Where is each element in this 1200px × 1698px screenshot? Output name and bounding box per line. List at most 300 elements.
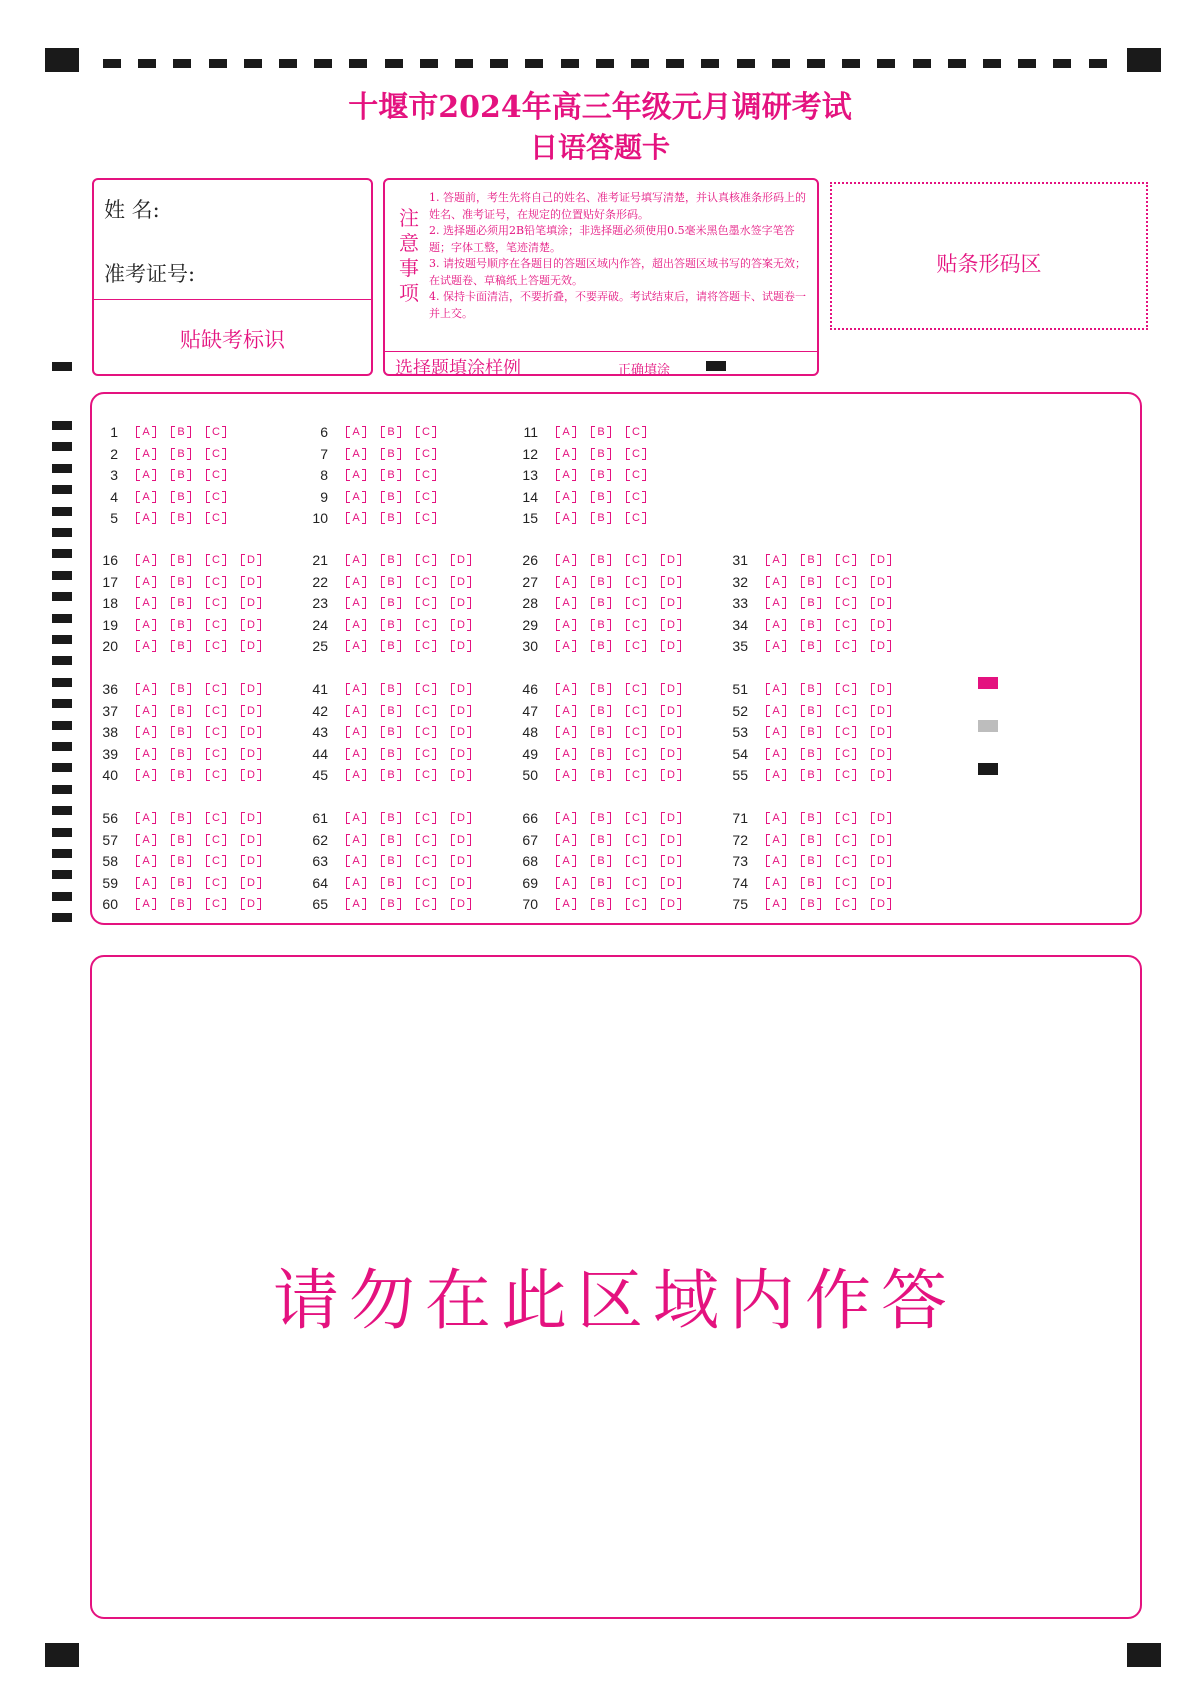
answer-bubble-b[interactable]: B (381, 855, 401, 867)
answer-bubble-b[interactable]: B (171, 512, 191, 524)
answer-bubble-a[interactable]: A (766, 726, 786, 738)
answer-bubble-b[interactable]: B (801, 812, 821, 824)
answer-bubble-d[interactable]: D (451, 877, 471, 889)
answer-bubble-b[interactable]: B (171, 748, 191, 760)
answer-bubble-d[interactable]: D (451, 898, 471, 910)
answer-bubble-c[interactable]: C (206, 619, 226, 631)
answer-bubble-a[interactable]: A (136, 426, 156, 438)
answer-bubble-a[interactable]: A (556, 448, 576, 460)
answer-bubble-b[interactable]: B (591, 426, 611, 438)
answer-bubble-b[interactable]: B (591, 597, 611, 609)
question-number: 58 (102, 853, 118, 869)
answer-bubble-b[interactable]: B (171, 705, 191, 717)
answer-bubble-d[interactable]: D (661, 597, 681, 609)
answer-bubble-a[interactable]: A (766, 748, 786, 760)
answer-bubble-a[interactable]: A (136, 877, 156, 889)
answer-bubble-a[interactable]: A (136, 554, 156, 566)
answer-bubble-c[interactable]: C (836, 726, 856, 738)
answer-bubble-d[interactable]: D (661, 834, 681, 846)
answer-bubble-a[interactable]: A (346, 898, 366, 910)
answer-bubble-a[interactable]: A (136, 898, 156, 910)
answer-bubble-d[interactable]: D (241, 877, 261, 889)
answer-bubble-c[interactable]: C (206, 576, 226, 588)
answer-bubble-a[interactable]: A (136, 619, 156, 631)
timing-mark (52, 742, 72, 751)
answer-bubble-b[interactable]: B (801, 726, 821, 738)
answer-bubble-b[interactable]: B (381, 769, 401, 781)
question-number: 51 (732, 681, 748, 697)
answer-bubble-b[interactable]: B (591, 448, 611, 460)
answer-bubble-a[interactable]: A (556, 469, 576, 481)
answer-bubble-d[interactable]: D (871, 834, 891, 846)
answer-bubble-a[interactable]: A (346, 748, 366, 760)
answer-bubble-a[interactable]: A (556, 619, 576, 631)
answer-bubble-c[interactable]: C (416, 726, 436, 738)
answer-bubble-d[interactable]: D (661, 640, 681, 652)
answer-bubble-b[interactable]: B (801, 597, 821, 609)
answer-bubble-a[interactable]: A (556, 855, 576, 867)
answer-bubble-c[interactable]: C (626, 640, 646, 652)
answer-bubble-b[interactable]: B (591, 726, 611, 738)
answer-bubble-a[interactable]: A (136, 834, 156, 846)
answer-bubble-a[interactable]: A (136, 855, 156, 867)
answer-bubble-c[interactable]: C (206, 834, 226, 846)
answer-bubble-b[interactable]: B (171, 726, 191, 738)
answer-bubble-b[interactable]: B (171, 554, 191, 566)
answer-bubble-b[interactable]: B (171, 491, 191, 503)
answer-bubble-c[interactable]: C (626, 597, 646, 609)
answer-bubble-b[interactable]: B (381, 576, 401, 588)
answer-bubble-b[interactable]: B (381, 812, 401, 824)
answer-bubble-a[interactable]: A (136, 769, 156, 781)
answer-bubble-d[interactable]: D (661, 877, 681, 889)
answer-bubble-d[interactable]: D (241, 683, 261, 695)
answer-bubble-a[interactable]: A (136, 597, 156, 609)
answer-bubble-d[interactable]: D (661, 748, 681, 760)
answer-bubble-d[interactable]: D (871, 576, 891, 588)
answer-bubble-b[interactable]: B (591, 898, 611, 910)
answer-bubble-d[interactable]: D (451, 683, 471, 695)
answer-bubble-a[interactable]: A (556, 877, 576, 889)
answer-bubble-c[interactable]: C (836, 748, 856, 760)
answer-bubble-c[interactable]: C (416, 491, 436, 503)
answer-bubble-b[interactable]: B (381, 683, 401, 695)
question-number: 71 (732, 810, 748, 826)
answer-bubble-d[interactable]: D (241, 576, 261, 588)
answer-bubble-c[interactable]: C (206, 448, 226, 460)
answer-bubble-d[interactable]: D (871, 683, 891, 695)
question-number: 40 (102, 767, 118, 783)
answer-bubble-b[interactable]: B (591, 812, 611, 824)
answer-bubble-a[interactable]: A (346, 597, 366, 609)
answer-bubble-d[interactable]: D (871, 877, 891, 889)
answer-bubble-d[interactable]: D (871, 597, 891, 609)
answer-bubble-b[interactable]: B (591, 576, 611, 588)
answer-bubble-b[interactable]: B (171, 855, 191, 867)
answer-bubble-b[interactable]: B (171, 469, 191, 481)
answer-bubble-a[interactable]: A (346, 448, 366, 460)
answer-bubble-b[interactable]: B (381, 705, 401, 717)
timing-mark (52, 656, 72, 665)
answer-bubble-d[interactable]: D (241, 554, 261, 566)
answer-bubble-d[interactable]: D (451, 597, 471, 609)
answer-bubble-c[interactable]: C (416, 683, 436, 695)
answer-bubble-c[interactable]: C (416, 812, 436, 824)
answer-bubble-c[interactable]: C (206, 726, 226, 738)
answer-bubble-a[interactable]: A (346, 426, 366, 438)
answer-bubble-c[interactable]: C (416, 640, 436, 652)
answer-bubble-b[interactable]: B (591, 855, 611, 867)
answer-bubble-c[interactable]: C (836, 769, 856, 781)
answer-bubble-b[interactable]: B (801, 748, 821, 760)
answer-bubble-d[interactable]: D (451, 576, 471, 588)
answer-bubble-c[interactable]: C (416, 705, 436, 717)
answer-bubble-d[interactable]: D (241, 898, 261, 910)
answer-bubble-a[interactable]: A (556, 683, 576, 695)
answer-bubble-b[interactable]: B (381, 726, 401, 738)
answer-bubble-a[interactable]: A (136, 512, 156, 524)
answer-bubble-a[interactable]: A (136, 705, 156, 717)
answer-bubble-c[interactable]: C (416, 426, 436, 438)
answer-bubble-b[interactable]: B (381, 834, 401, 846)
answer-bubble-c[interactable]: C (206, 554, 226, 566)
answer-bubble-c[interactable]: C (626, 834, 646, 846)
answer-bubble-d[interactable]: D (241, 619, 261, 631)
answer-bubble-a[interactable]: A (346, 640, 366, 652)
answer-bubble-b[interactable]: B (591, 512, 611, 524)
answer-bubble-d[interactable]: D (871, 812, 891, 824)
answer-bubble-a[interactable]: A (136, 469, 156, 481)
answer-bubble-c[interactable]: C (206, 512, 226, 524)
answer-bubble-a[interactable]: A (556, 576, 576, 588)
answer-bubble-a[interactable]: A (556, 640, 576, 652)
answer-bubble-a[interactable]: A (346, 877, 366, 889)
student-info-box (92, 178, 373, 376)
answer-bubble-a[interactable]: A (556, 491, 576, 503)
answer-bubble-b[interactable]: B (381, 619, 401, 631)
answer-bubble-a[interactable]: A (556, 898, 576, 910)
answer-bubble-a[interactable]: A (136, 726, 156, 738)
answer-bubble-a[interactable]: A (556, 769, 576, 781)
answer-bubble-a[interactable]: A (766, 554, 786, 566)
answer-bubble-c[interactable]: C (836, 898, 856, 910)
answer-bubble-c[interactable]: C (206, 769, 226, 781)
answer-bubble-c[interactable]: C (416, 834, 436, 846)
answer-bubble-b[interactable]: B (171, 448, 191, 460)
answer-bubble-c[interactable]: C (416, 448, 436, 460)
answer-bubble-b[interactable]: B (381, 597, 401, 609)
answer-bubble-d[interactable]: D (661, 812, 681, 824)
answer-bubble-a[interactable]: A (136, 640, 156, 652)
answer-bubble-b[interactable]: B (801, 705, 821, 717)
answer-bubble-c[interactable]: C (626, 898, 646, 910)
answer-bubble-d[interactable]: D (451, 640, 471, 652)
answer-bubble-c[interactable]: C (206, 683, 226, 695)
answer-bubble-a[interactable]: A (346, 726, 366, 738)
answer-bubble-b[interactable]: B (591, 834, 611, 846)
answer-bubble-c[interactable]: C (206, 491, 226, 503)
answer-bubble-c[interactable]: C (206, 812, 226, 824)
answer-bubble-d[interactable]: D (451, 726, 471, 738)
answer-bubble-c[interactable]: C (416, 855, 436, 867)
answer-bubble-b[interactable]: B (591, 554, 611, 566)
answer-bubble-a[interactable]: A (556, 748, 576, 760)
answer-bubble-a[interactable]: A (556, 597, 576, 609)
notice-item: 3. 请按题号顺序在各题目的答题区域内作答，超出答题区域书写的答案无效；在试题卷、草稿纸上答题无效。 (429, 257, 806, 287)
answer-bubble-b[interactable]: B (801, 769, 821, 781)
answer-bubble-a[interactable]: A (136, 491, 156, 503)
answer-bubble-d[interactable]: D (451, 554, 471, 566)
question-number: 53 (732, 724, 748, 740)
answer-bubble-d[interactable]: D (661, 554, 681, 566)
answer-bubble-a[interactable]: A (766, 877, 786, 889)
answer-bubble-a[interactable]: A (556, 554, 576, 566)
answer-bubble-d[interactable]: D (871, 748, 891, 760)
answer-bubble-b[interactable]: B (591, 683, 611, 695)
answer-bubble-b[interactable]: B (801, 898, 821, 910)
answer-bubble-d[interactable]: D (451, 619, 471, 631)
answer-bubble-c[interactable]: C (416, 877, 436, 889)
answer-bubble-b[interactable]: B (591, 748, 611, 760)
answer-bubble-c[interactable]: C (206, 855, 226, 867)
answer-bubble-d[interactable]: D (241, 705, 261, 717)
answer-bubble-d[interactable]: D (661, 619, 681, 631)
answer-bubble-a[interactable]: A (766, 576, 786, 588)
answer-bubble-c[interactable]: C (836, 683, 856, 695)
answer-bubble-a[interactable]: A (766, 683, 786, 695)
answer-bubble-c[interactable]: C (836, 877, 856, 889)
answer-bubble-b[interactable]: B (171, 834, 191, 846)
answer-bubble-a[interactable]: A (136, 576, 156, 588)
answer-bubble-c[interactable]: C (626, 619, 646, 631)
answer-bubble-b[interactable]: B (801, 554, 821, 566)
answer-bubble-a[interactable]: A (766, 597, 786, 609)
absent-mark-area[interactable]: 贴缺考标识 (180, 328, 285, 352)
answer-bubble-b[interactable]: B (591, 469, 611, 481)
answer-bubble-c[interactable]: C (206, 469, 226, 481)
answer-bubble-a[interactable]: A (766, 705, 786, 717)
answer-bubble-a[interactable]: A (346, 469, 366, 481)
answer-bubble-d[interactable]: D (451, 705, 471, 717)
answer-bubble-d[interactable]: D (661, 726, 681, 738)
answer-bubble-c[interactable]: C (626, 769, 646, 781)
answer-bubble-c[interactable]: C (206, 705, 226, 717)
answer-bubble-c[interactable]: C (206, 877, 226, 889)
answer-bubble-a[interactable]: A (136, 812, 156, 824)
answer-bubble-b[interactable]: B (381, 748, 401, 760)
answer-bubble-d[interactable]: D (661, 769, 681, 781)
answer-bubble-a[interactable]: A (556, 512, 576, 524)
answer-bubble-a[interactable]: A (766, 619, 786, 631)
answer-bubble-d[interactable]: D (661, 576, 681, 588)
answer-bubble-b[interactable]: B (801, 834, 821, 846)
answer-bubble-d[interactable]: D (661, 705, 681, 717)
answer-bubble-b[interactable]: B (171, 597, 191, 609)
answer-bubble-d[interactable]: D (241, 748, 261, 760)
answer-bubble-d[interactable]: D (451, 834, 471, 846)
answer-bubble-a[interactable]: A (766, 769, 786, 781)
answer-bubble-d[interactable]: D (871, 705, 891, 717)
answer-bubble-d[interactable]: D (871, 619, 891, 631)
registration-mark (1127, 48, 1161, 72)
answer-bubble-b[interactable]: B (171, 769, 191, 781)
answer-bubble-a[interactable]: A (766, 812, 786, 824)
answer-bubble-a[interactable]: A (556, 705, 576, 717)
answer-bubble-d[interactable]: D (871, 726, 891, 738)
answer-bubble-a[interactable]: A (556, 812, 576, 824)
answer-bubble-c[interactable]: C (626, 683, 646, 695)
answer-bubble-a[interactable]: A (346, 576, 366, 588)
answer-bubble-d[interactable]: D (241, 597, 261, 609)
answer-bubble-a[interactable]: A (346, 769, 366, 781)
barcode-area[interactable] (830, 182, 1148, 330)
answer-bubble-a[interactable]: A (346, 855, 366, 867)
answer-bubble-d[interactable]: D (871, 855, 891, 867)
answer-bubble-c[interactable]: C (836, 834, 856, 846)
answer-bubble-b[interactable]: B (171, 898, 191, 910)
answer-bubble-c[interactable]: C (416, 898, 436, 910)
answer-bubble-b[interactable]: B (171, 640, 191, 652)
answer-bubble-c[interactable]: C (206, 640, 226, 652)
answer-bubble-a[interactable]: A (766, 834, 786, 846)
answer-bubble-d[interactable]: D (241, 726, 261, 738)
answer-bubble-d[interactable]: D (241, 855, 261, 867)
answer-bubble-b[interactable]: B (381, 512, 401, 524)
answer-bubble-c[interactable]: C (626, 448, 646, 460)
answer-bubble-d[interactable]: D (871, 554, 891, 566)
answer-bubble-b[interactable]: B (381, 898, 401, 910)
answer-bubble-c[interactable]: C (836, 812, 856, 824)
answer-bubble-c[interactable]: C (416, 619, 436, 631)
answer-bubble-a[interactable]: A (346, 683, 366, 695)
answer-bubble-c[interactable]: C (836, 640, 856, 652)
answer-bubble-b[interactable]: B (171, 426, 191, 438)
answer-bubble-a[interactable]: A (556, 426, 576, 438)
answer-bubble-c[interactable]: C (626, 576, 646, 588)
answer-bubble-d[interactable]: D (661, 683, 681, 695)
answer-bubble-c[interactable]: C (626, 877, 646, 889)
answer-bubble-c[interactable]: C (626, 426, 646, 438)
answer-bubble-a[interactable]: A (346, 491, 366, 503)
answer-bubble-c[interactable]: C (416, 554, 436, 566)
answer-bubble-c[interactable]: C (836, 705, 856, 717)
answer-bubble-c[interactable]: C (206, 898, 226, 910)
answer-bubble-d[interactable]: D (871, 898, 891, 910)
answer-bubble-b[interactable]: B (171, 812, 191, 824)
answer-bubble-a[interactable]: A (346, 705, 366, 717)
answer-bubble-d[interactable]: D (451, 769, 471, 781)
answer-bubble-c[interactable]: C (416, 748, 436, 760)
answer-bubble-c[interactable]: C (836, 855, 856, 867)
answer-bubble-b[interactable]: B (591, 769, 611, 781)
answer-bubble-a[interactable]: A (766, 640, 786, 652)
answer-bubble-a[interactable]: A (556, 834, 576, 846)
answer-bubble-d[interactable]: D (241, 834, 261, 846)
answer-bubble-c[interactable]: C (626, 554, 646, 566)
answer-bubble-d[interactable]: D (241, 812, 261, 824)
answer-bubble-a[interactable]: A (766, 855, 786, 867)
answer-bubble-b[interactable]: B (801, 683, 821, 695)
answer-bubble-d[interactable]: D (241, 769, 261, 781)
timing-mark (52, 507, 72, 516)
answer-bubble-b[interactable]: B (801, 640, 821, 652)
answer-bubble-c[interactable]: C (626, 512, 646, 524)
answer-bubble-a[interactable]: A (346, 834, 366, 846)
answer-bubble-b[interactable]: B (591, 619, 611, 631)
answer-bubble-c[interactable]: C (626, 469, 646, 481)
answer-bubble-b[interactable]: B (381, 426, 401, 438)
answer-bubble-b[interactable]: B (591, 877, 611, 889)
answer-bubble-c[interactable]: C (416, 769, 436, 781)
answer-bubble-c[interactable]: C (206, 748, 226, 760)
answer-bubble-a[interactable]: A (346, 812, 366, 824)
answer-bubble-b[interactable]: B (381, 491, 401, 503)
answer-bubble-b[interactable]: B (381, 448, 401, 460)
answer-bubble-b[interactable]: B (171, 576, 191, 588)
answer-bubble-b[interactable]: B (801, 576, 821, 588)
answer-bubble-a[interactable]: A (136, 448, 156, 460)
answer-bubble-b[interactable]: B (171, 619, 191, 631)
answer-bubble-d[interactable]: D (871, 769, 891, 781)
answer-bubble-b[interactable]: B (381, 640, 401, 652)
answer-bubble-d[interactable]: D (661, 855, 681, 867)
answer-bubble-c[interactable]: C (626, 855, 646, 867)
answer-bubble-c[interactable]: C (626, 705, 646, 717)
answer-bubble-a[interactable]: A (346, 619, 366, 631)
answer-bubble-c[interactable]: C (836, 554, 856, 566)
answer-bubble-c[interactable]: C (416, 597, 436, 609)
answer-bubble-a[interactable]: A (136, 748, 156, 760)
answer-bubble-c[interactable]: C (206, 426, 226, 438)
answer-bubble-d[interactable]: D (451, 812, 471, 824)
answer-bubble-d[interactable]: D (241, 640, 261, 652)
answer-bubble-b[interactable]: B (171, 683, 191, 695)
answer-bubble-b[interactable]: B (381, 469, 401, 481)
answer-bubble-b[interactable]: B (171, 877, 191, 889)
choice-answer-area (90, 392, 1142, 925)
answer-bubble-c[interactable]: C (836, 576, 856, 588)
answer-bubble-a[interactable]: A (136, 683, 156, 695)
answer-bubble-b[interactable]: B (801, 855, 821, 867)
answer-bubble-b[interactable]: B (381, 554, 401, 566)
answer-bubble-b[interactable]: B (591, 491, 611, 503)
answer-bubble-c[interactable]: C (836, 619, 856, 631)
answer-bubble-c[interactable]: C (206, 597, 226, 609)
answer-bubble-b[interactable]: B (801, 619, 821, 631)
answer-bubble-c[interactable]: C (836, 597, 856, 609)
answer-bubble-a[interactable]: A (346, 554, 366, 566)
answer-bubble-b[interactable]: B (801, 877, 821, 889)
answer-bubble-c[interactable]: C (626, 812, 646, 824)
answer-bubble-c[interactable]: C (626, 726, 646, 738)
question-number: 28 (522, 595, 538, 611)
answer-bubble-d[interactable]: D (661, 898, 681, 910)
answer-bubble-a[interactable]: A (556, 726, 576, 738)
answer-bubble-c[interactable]: C (416, 512, 436, 524)
answer-bubble-c[interactable]: C (416, 469, 436, 481)
answer-bubble-b[interactable]: B (381, 877, 401, 889)
answer-bubble-a[interactable]: A (346, 512, 366, 524)
answer-bubble-d[interactable]: D (451, 748, 471, 760)
answer-bubble-c[interactable]: C (626, 748, 646, 760)
answer-bubble-a[interactable]: A (766, 898, 786, 910)
answer-bubble-c[interactable]: C (626, 491, 646, 503)
answer-bubble-b[interactable]: B (591, 640, 611, 652)
answer-bubble-d[interactable]: D (871, 640, 891, 652)
answer-bubble-d[interactable]: D (451, 855, 471, 867)
answer-bubble-b[interactable]: B (591, 705, 611, 717)
answer-bubble-c[interactable]: C (416, 576, 436, 588)
